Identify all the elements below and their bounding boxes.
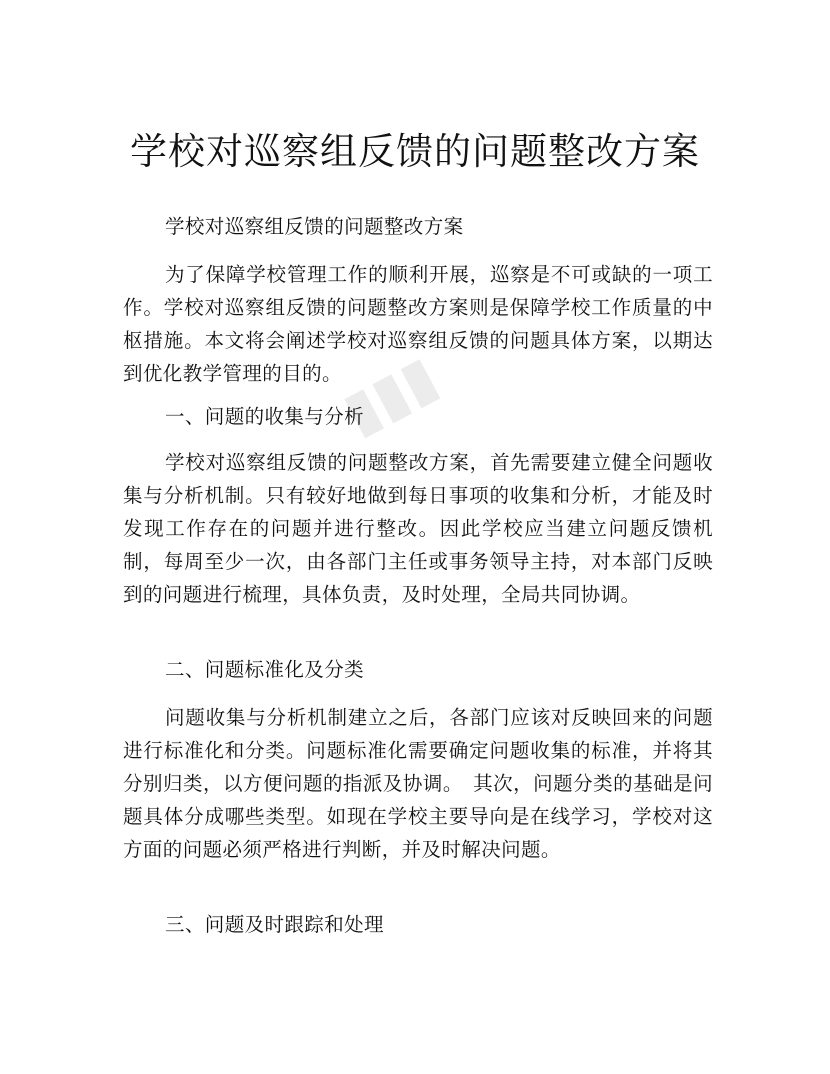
section-heading-1: 一、问题的收集与分析 [165,405,365,428]
section-body-2: 问题收集与分析机制建立之后，各部门应该对反映回来的问题进行标准化和分类。问题标准化需要确定问题收集的标准，并将其分别归类，以方便问题的指派及协调。 其次，问题分类的基础是问题具体分成哪些类型。如现在学校主要导向是在线学习，学校对这方面的问题必须严格进行判断，并及时解决问题。 [123,706,713,861]
section-heading-2: 二、问题标准化及分类 [165,658,365,681]
section-body-1: 学校对巡察组反馈的问题整改方案，首先需要建立健全问题收集与分析机制。只有较好地做到每日事项的收集和分析，才能及时发现工作存在的问题并进行整改。因此学校应当建立问题反馈机制，每周至少一次，由各部门主任或事务领导主持，对本部门反映到的问题进行梳理，具体负责，及时处理，全局共同协调。 [123,451,713,606]
document-title: 学校对巡察组反馈的问题整改方案 [130,130,700,173]
document-subtitle: 学校对巡察组反馈的问题整改方案 [165,215,464,238]
intro-paragraph: 为了保障学校管理工作的顺利开展，巡察是不可或缺的一项工作。学校对巡察组反馈的问题整改方案则是保障学校工作质量的中枢措施。本文将会阐述学校对巡察组反馈的问题具体方案，以期达到优化教学管理的目的。 [123,263,713,385]
section-heading-3: 三、问题及时跟踪和处理 [165,913,384,936]
watermark-logo: ▮▮▮ [331,341,449,447]
